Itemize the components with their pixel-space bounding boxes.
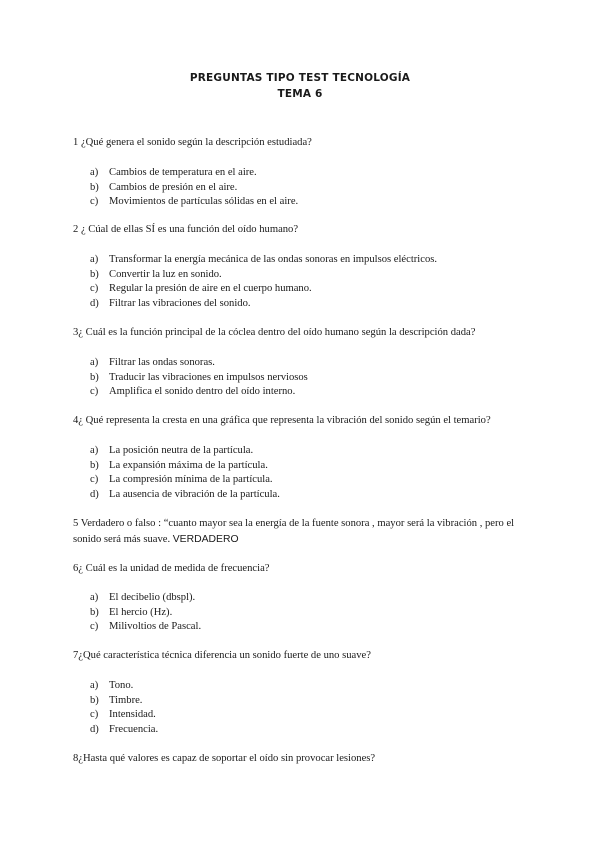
option-item [90,371,308,386]
option-item [90,253,437,268]
option-item [90,723,158,738]
option-letter: a) [90,445,99,456]
option-text: El decibelio (dbspl). [109,592,196,603]
option-text: Convertir la luz en sonido. [109,268,222,280]
option-text: Timbre. [109,694,143,706]
option-item [90,473,280,488]
option-text: La compresión mínima de la partícula. [109,474,273,485]
option-letter: b) [90,606,99,618]
question-6-options [90,591,201,635]
option-letter: c) [90,196,99,207]
option-text: Intensidad. [109,709,156,720]
option-letter: b) [90,694,99,706]
option-item [90,356,308,371]
option-letter: a) [90,254,99,265]
option-letter: c) [90,386,99,397]
option-text: La expansión máxima de la partícula. [109,459,268,471]
option-item [90,297,437,312]
option-text: Traducir las vibraciones en impulsos nerviosos [109,371,308,383]
option-text: Cambios de temperatura en el aire. [109,167,257,178]
question-1-options [90,166,298,210]
option-text: Filtrar las ondas sonoras. [109,357,215,368]
option-text: Transformar la energía mecánica de las ondas sonoras en impulsos eléctricos. [109,254,438,265]
option-text: Filtrar las vibraciones del sonido. [109,297,251,309]
question-6: 6¿ Cuál es la unidad de medida de frecuencia? [73,563,270,574]
option-text: Amplifica el sonido dentro del oído interno. [109,386,296,397]
question-5-text: 5 Verdadero o falso : “cuanto mayor sea la energía de la fuente sonora , mayor será la vibración , pero el sonido será más suave. [73,518,515,545]
option-letter: c) [90,474,99,485]
question-5 [73,516,533,548]
option-item [90,268,437,283]
question-3-options [90,356,308,400]
option-text: El hercio (Hz). [109,606,173,618]
option-letter: c) [90,283,99,294]
option-letter: a) [90,167,99,178]
option-text: La posición neutra de la partícula. [109,445,254,456]
option-item [90,181,298,196]
option-letter: c) [90,709,99,720]
option-item [90,488,280,503]
option-text: Frecuencia. [109,723,159,735]
option-item [90,679,158,694]
question-4-options [90,444,280,502]
question-2-options [90,253,437,311]
option-text: Tono. [109,680,134,691]
question-2: 2 ¿ Cúal de ellas SÍ es una función del oído humano? [73,224,299,235]
option-letter: a) [90,680,99,691]
option-item [90,195,298,210]
option-item [90,385,308,400]
option-letter: b) [90,459,99,471]
option-letter: d) [90,723,99,735]
document-title: PREGUNTAS TIPO TEST TECNOLOGÍA [189,72,411,84]
option-item [90,694,158,709]
question-3: 3¿ Cuál es la función principal de la cóclea dentro del oído humano según la descripción dada? [73,327,476,338]
question-1: 1 ¿Qué genera el sonido según la descripción estudiada? [73,137,312,148]
option-item [90,606,201,621]
option-letter: b) [90,181,99,193]
option-item [90,620,201,635]
option-item [90,282,437,297]
option-letter: b) [90,268,99,280]
question-5-answer: VERDADERO [172,534,239,545]
question-7-options [90,679,158,737]
option-text: La ausencia de vibración de la partícula. [109,488,280,500]
option-letter: b) [90,371,99,383]
option-letter: d) [90,297,99,309]
option-item [90,444,280,459]
question-8: 8¿Hasta qué valores es capaz de soportar el oído sin provocar lesiones? [73,753,376,764]
question-7: 7¿Qué característica técnica diferencia un sonido fuerte de uno suave? [73,650,371,661]
option-text: Movimientos de partículas sólidas en el aire. [109,196,299,207]
option-letter: c) [90,621,99,632]
option-letter: a) [90,357,99,368]
option-item [90,708,158,723]
option-item [90,591,201,606]
option-text: Milivoltios de Pascal. [109,621,202,632]
option-item [90,459,280,474]
option-text: Regular la presión de aire en el cuerpo humano. [109,283,312,294]
question-4: 4¿ Qué representa la cresta en una gráfica que representa la vibración del sonido según el temario? [73,415,491,426]
option-item [90,166,298,181]
option-letter: a) [90,592,99,603]
option-letter: d) [90,488,99,500]
document-subtitle: TEMA 6 [277,88,323,100]
option-text: Cambios de presión en el aire. [109,181,238,193]
